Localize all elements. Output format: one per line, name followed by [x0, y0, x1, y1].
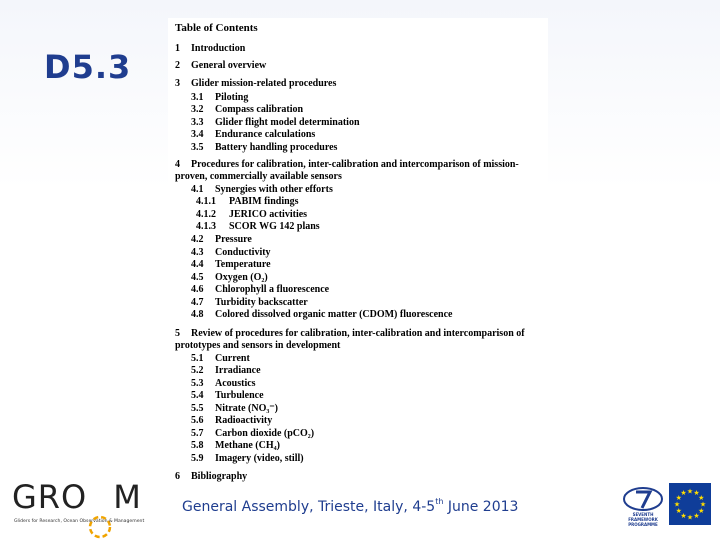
toc-entry-title: Carbon dioxide (pCO₂)	[215, 428, 315, 439]
toc-entry-title: Glider mission-related procedures	[191, 78, 337, 89]
toc-entry-title: Review of procedures for calibration, inter-calibration and intercomparison of	[191, 328, 525, 339]
toc-entry	[191, 353, 250, 365]
eu-star-icon: ★	[673, 500, 681, 509]
toc-entry-title: Compass calibration	[215, 104, 304, 115]
eu-star-icon: ★	[693, 489, 700, 498]
toc-entry-title: Piloting	[215, 92, 249, 103]
toc-entry	[175, 328, 525, 340]
toc-entry	[191, 428, 314, 440]
toc-entry-number: 5.2	[191, 365, 204, 376]
toc-entry-number: 4.1.2	[196, 209, 216, 220]
toc-entry-number: 5.8	[191, 440, 204, 451]
toc-entry-number: 3.1	[191, 92, 204, 103]
toc-entry-number: 5.1	[191, 353, 204, 364]
toc-entry	[175, 171, 342, 183]
toc-entry	[191, 184, 333, 196]
toc-entry-number: 4.8	[191, 309, 204, 320]
toc-document	[168, 18, 548, 486]
toc-entry-number: 4.5	[191, 272, 204, 283]
toc-entry-title: Current	[215, 353, 250, 364]
toc-entry-title: Irradiance	[215, 365, 261, 376]
toc-entry-title: Glider flight model determination	[215, 117, 360, 128]
toc-entry-number: 3.5	[191, 142, 204, 153]
toc-entry	[175, 43, 245, 55]
toc-entry-title: Synergies with other efforts	[215, 184, 333, 195]
toc-entry	[191, 440, 280, 452]
fp7-label: SEVENTH FRAMEWORK PROGRAMME	[628, 512, 658, 527]
toc-entry-number: 4	[175, 159, 180, 170]
toc-entry-number: 5.5	[191, 403, 204, 414]
toc-entry-title: Acoustics	[215, 378, 256, 389]
toc-title: Table of Contents	[175, 22, 258, 34]
footer-text-sup: th	[435, 497, 444, 506]
toc-entry-number: 4.1	[191, 184, 204, 195]
toc-entry-title: Colored dissolved organic matter (CDOM) fluorescence	[215, 309, 453, 320]
toc-entry	[175, 78, 336, 90]
toc-entry-number: 3.3	[191, 117, 204, 128]
toc-entry-title: proven, commercially available sensors	[175, 171, 342, 182]
toc-entry	[191, 378, 256, 390]
toc-entry-title: JERICO activities	[229, 209, 308, 220]
toc-entry-number: 4.1.1	[196, 196, 216, 207]
groom-logo-wordmark: GRO M	[12, 478, 142, 516]
toc-entry-title: PABIM findings	[229, 196, 299, 207]
eu-star-icon: ★	[675, 494, 682, 502]
toc-entry-title: Turbidity backscatter	[215, 297, 308, 308]
toc-entry-number: 1	[175, 43, 180, 54]
toc-entry-title: Endurance calculations	[215, 129, 316, 140]
footer-text-tail: June 2013	[443, 499, 519, 515]
toc-entry	[191, 309, 452, 321]
footer-text-main: General Assembly, Trieste, Italy, 4-5	[182, 499, 436, 515]
toc-entry-title: Pressure	[215, 234, 252, 245]
toc-entry	[191, 284, 329, 296]
toc-entry-number: 5.6	[191, 415, 204, 426]
toc-entry	[191, 403, 278, 415]
toc-entry-number: 3.4	[191, 129, 204, 140]
toc-entry-title: Oxygen (O₂)	[215, 272, 268, 283]
toc-entry	[175, 159, 519, 171]
toc-entry	[191, 297, 308, 309]
toc-entry	[191, 259, 271, 271]
toc-entry-number: 3	[175, 78, 180, 89]
toc-entry-number: 6	[175, 471, 180, 482]
toc-entry-number: 4.4	[191, 259, 204, 270]
toc-entry-number: 4.6	[191, 284, 204, 295]
toc-entry	[191, 129, 315, 141]
toc-entry-title: Turbulence	[215, 390, 264, 401]
eu-star-icon: ★	[675, 507, 682, 515]
groom-logo	[10, 478, 150, 530]
toc-entry	[196, 209, 307, 221]
eu-stars	[669, 483, 711, 525]
toc-entry-number: 5.9	[191, 453, 204, 464]
toc-entry-number: 4.7	[191, 297, 204, 308]
toc-entry	[191, 92, 248, 104]
eu-star-icon: ★	[698, 507, 705, 515]
eu-flag-icon	[669, 483, 711, 525]
toc-entry-title: Battery handling procedures	[215, 142, 338, 153]
toc-entry-title: Nitrate (NO₃⁻)	[215, 403, 278, 414]
deliverable-id: D5.3	[44, 48, 132, 86]
groom-ring-icon	[87, 512, 113, 542]
toc-entry	[191, 117, 360, 129]
toc-entry	[191, 142, 337, 154]
toc-entry-number: 4.2	[191, 234, 204, 245]
toc-entry	[196, 196, 299, 208]
toc-entry-title: Methane (CH₄)	[215, 440, 280, 451]
toc-entry	[191, 247, 271, 259]
eu-star-icon: ★	[680, 489, 687, 498]
toc-entry-title: Temperature	[215, 259, 271, 270]
footer-event-text	[182, 499, 518, 515]
toc-entry-title: Introduction	[191, 43, 246, 54]
eu-star-icon: ★	[698, 494, 705, 502]
toc-entry-title: Bibliography	[191, 471, 248, 482]
eu-star-icon: ★	[699, 500, 707, 509]
toc-entry-number: 4.3	[191, 247, 204, 258]
toc-entry	[191, 234, 252, 246]
toc-entry	[191, 453, 304, 465]
eu-star-icon: ★	[686, 487, 694, 496]
toc-entry-number: 2	[175, 60, 180, 71]
toc-entry-number: 5.7	[191, 428, 204, 439]
toc-entry-title: Conductivity	[215, 247, 271, 258]
toc-entry-title: SCOR WG 142 plans	[229, 221, 320, 232]
fp7-logo	[622, 484, 664, 527]
eu-star-icon: ★	[686, 513, 694, 522]
toc-entry	[191, 415, 272, 427]
toc-entry	[175, 60, 266, 72]
toc-entry-number: 4.1.3	[196, 221, 216, 232]
toc-entry-title: Chlorophyll a fluorescence	[215, 284, 330, 295]
toc-entry-number: 5	[175, 328, 180, 339]
toc-entry	[191, 104, 303, 116]
toc-entry	[191, 272, 268, 284]
toc-entry-title: Procedures for calibration, inter-calibration and intercomparison of mission-	[191, 159, 519, 170]
toc-entry-number: 3.2	[191, 104, 204, 115]
fp7-icon	[622, 484, 664, 514]
toc-entry	[191, 365, 261, 377]
toc-entry-title: General overview	[191, 60, 267, 71]
toc-entry-title: Imagery (video, still)	[215, 453, 304, 464]
toc-entry-title: Radioactivity	[215, 415, 273, 426]
eu-star-icon: ★	[693, 511, 700, 520]
toc-entry	[196, 221, 320, 233]
toc-entry-title: prototypes and sensors in development	[175, 340, 341, 351]
toc-entry	[175, 340, 340, 352]
toc-entry	[191, 390, 264, 402]
toc-entry-number: 5.3	[191, 378, 204, 389]
toc-entry	[175, 471, 247, 483]
groom-logo-tagline: Gliders for Research, Ocean Observation & Management	[14, 519, 145, 524]
toc-entry-number: 5.4	[191, 390, 204, 401]
eu-star-icon: ★	[680, 511, 687, 520]
